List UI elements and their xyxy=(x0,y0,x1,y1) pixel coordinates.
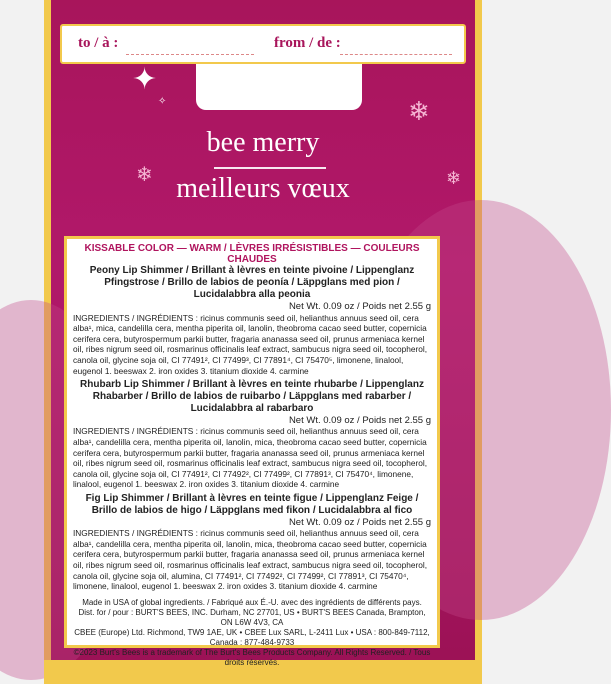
ingredients-text: INGREDIENTS / INGRÉDIENTS : ricinus communis seed oil, helianthus annuus seed oil, cera alba¹, candelilla cera, mentha piperita oil, lanolin, mica, theobroma cacao seed butter, copernicia cerifera cera, butyrospermum parkii butter, fragaria ananassa seed oil, prunus armeniaca kernel oil, ribes nigrum seed oil, rosmarinus officinalis leaf extract, sambucus nigra seed oil, tocopherol, canola oil, glycine soja oil, CI 77491², CI 77492², CI 77499², CI 77891³, CI 75470⁴, limonene, linalool, eugenol 1. beeswax 2. iron oxides 3. titanium dioxide 4. carmine xyxy=(73,426,428,490)
to-label: to / à : xyxy=(78,35,119,51)
net-weight: Net Wt. 0.09 oz / Poids net 2.55 g xyxy=(288,301,431,313)
from-label: from / de : xyxy=(274,35,341,51)
ingredients-panel xyxy=(64,236,440,667)
gift-tag[interactable] xyxy=(60,24,466,64)
product-title: Peony Lip Shimmer / Brillant à lèvres en teinte pivoine / Lippenglanz Pfingstrose / Brillo de labios de peonía / Läppglans med pion / Lucidalabbra alla peonia xyxy=(89,265,415,301)
ingredients-text: INGREDIENTS / INGRÉDIENTS : ricinus communis seed oil, helianthus annuus seed oil, cera alba¹, candelilla cera, mentha piperita oil, lanolin, mica, theobroma cacao seed butter, copernicia cerifera cera, butyrospermum parkii butter, fragaria ananassa seed oil, prunus armeniaca kernel oil, ribes nigrum seed oil, rosmarinus officinalis leaf extract, sambucus nigra seed oil, tocopherol, canola oil, glycine soja oil, alumina, CI 77491², CI 77492², CI 77499², CI 77891³, CI 75470⁴, limonene, linalool, eugenol 1. beeswax 2. iron oxides 3. titanium dioxide 4. carmine xyxy=(73,528,428,592)
from-line xyxy=(340,54,452,55)
snowflake-icon: ❄ xyxy=(446,168,462,188)
legal-line: ©2023 Burt's Bees is a trademark of The Burt's Bees Products Company. All Rights Reserved. / Tous droits réservés. xyxy=(73,647,431,667)
legal-line: Made in USA of global ingredients. / Fabriqué aux É.-U. avec des ingrédients de différents pays. xyxy=(82,597,422,607)
headline-english: bee merry xyxy=(206,127,320,158)
headline-french: meilleurs vœux xyxy=(176,173,350,204)
sparkle-icon: ✦ xyxy=(132,63,158,96)
legal-line: CBEE (Europe) Ltd. Richmond, TW9 1AE, UK • CBEE Lux SARL, L-2411 Lux • USA : 800-849-7112, Canada : 877-484-9733 xyxy=(74,627,430,647)
to-line xyxy=(126,54,254,55)
product-title: Fig Lip Shimmer / Brillant à lèvres en teinte figue / Lippenglanz Feige / Brillo de labios de higo / Läppglans med fikon / Lucidalabbra al fico xyxy=(85,492,419,516)
net-weight: Net Wt. 0.09 oz / Poids net 2.55 g xyxy=(288,415,431,427)
legal-line: Dist. for / pour : BURT'S BEES, INC. Durham, NC 27701, US • BURT'S BEES Canada, Brampton, ON L6W 4V3, CA xyxy=(78,607,426,627)
snowflake-icon: ❄ xyxy=(408,96,430,126)
legal-footer xyxy=(73,598,431,668)
snowflake-icon: ❄ xyxy=(136,164,153,186)
net-weight: Net Wt. 0.09 oz / Poids net 2.55 g xyxy=(288,516,431,528)
collection-title: KISSABLE COLOR — WARM / LÈVRES IRRÉSISTIBLES — COULEURS CHAUDES xyxy=(84,243,420,266)
ingredients-text: INGREDIENTS / INGRÉDIENTS : ricinus communis seed oil, helianthus annuus seed oil, cera alba¹, mica, candelilla cera, mentha piperita oil, lanolin, theobroma cacao seed butter, copernicia cerifera cera, butyrospermum parkii butter, fragaria ananassa seed oil, prunus armeniaca kernel oil, ribes nigrum seed oil, rosmarinus officinalis leaf extract, sambucus nigra seed oil, tocopherol, canola oil, glycine soja oil, CI 77491², CI 77499³, CI 77891⁴, CI 75470⁵, limonene, linalool, eugenol 1. beeswax 2. iron oxides 3. titanium dioxide 4. carmine xyxy=(73,312,428,376)
product-title: Rhubarb Lip Shimmer / Brillant à lèvres en teinte rhubarbe / Lippenglanz Rhabarber / Brillo de labios de ruibarbo / Läppglans med rabarber / Lucidalabbra al rabarbaro xyxy=(80,379,424,415)
hang-tab xyxy=(196,64,362,110)
star-icon: ✧ xyxy=(158,96,167,107)
headline-divider xyxy=(214,167,326,169)
